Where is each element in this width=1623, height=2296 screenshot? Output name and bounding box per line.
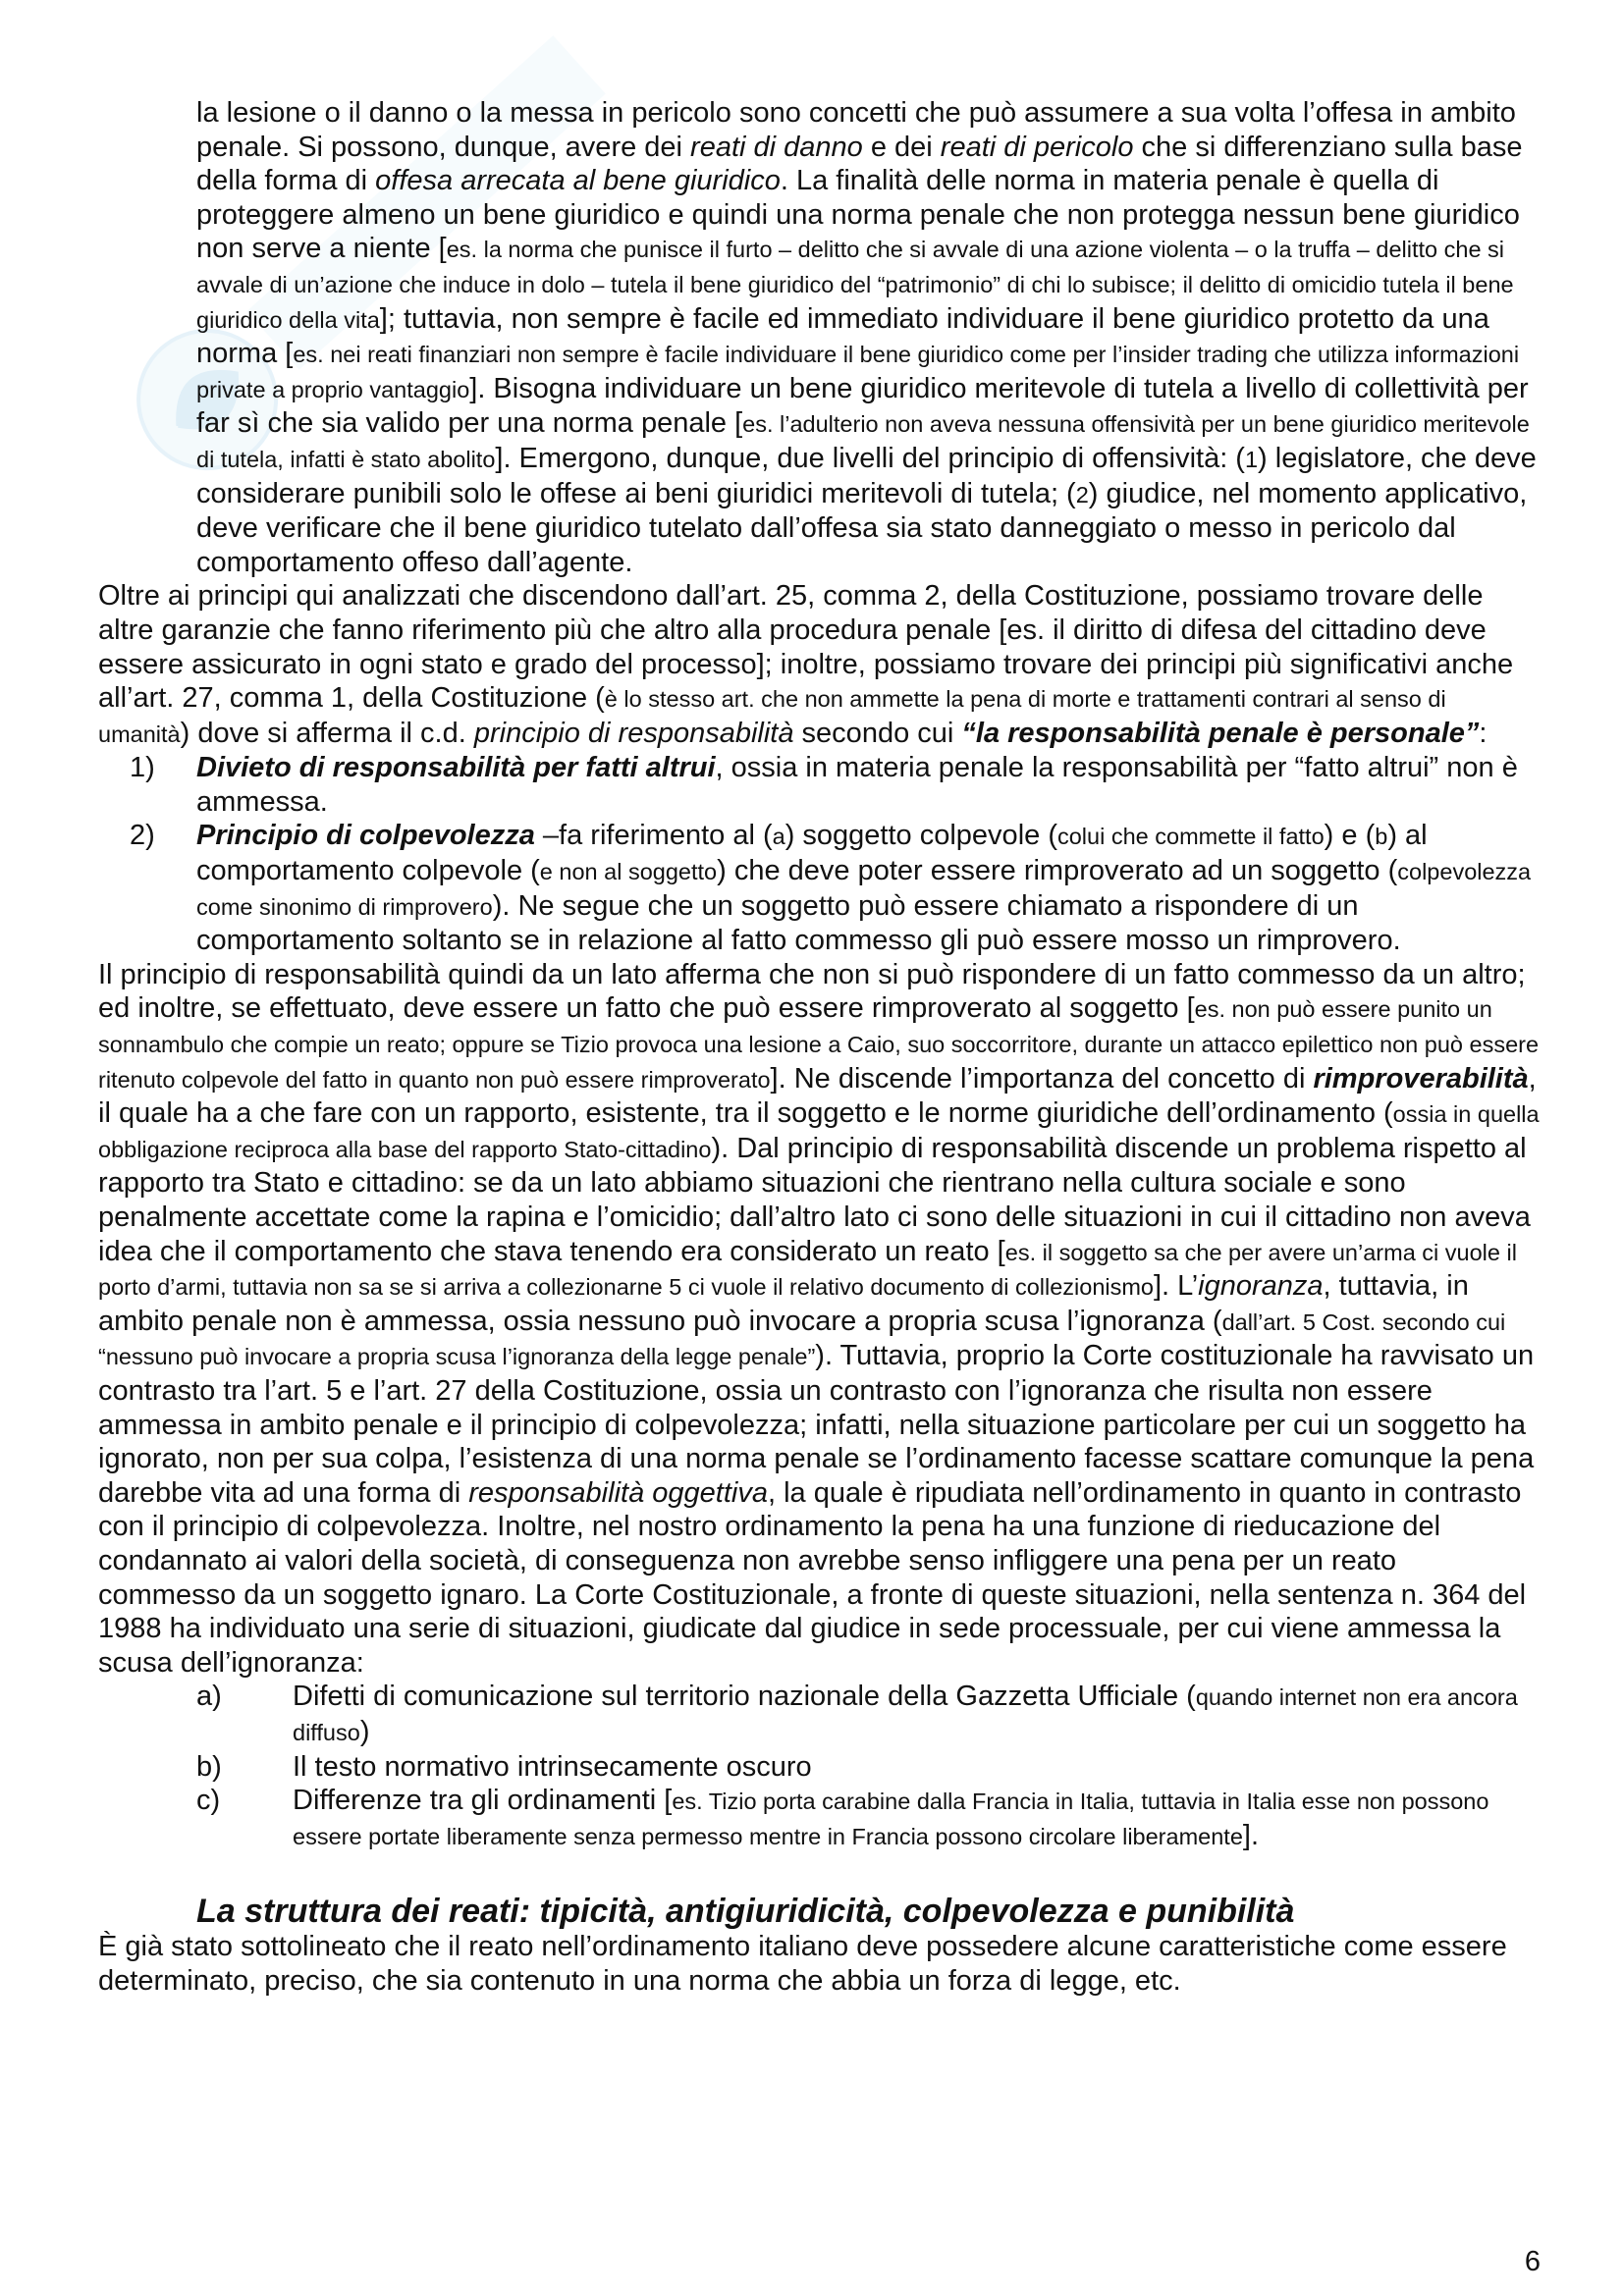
note: e non al soggetto	[539, 859, 718, 885]
list-item	[98, 1784, 1540, 1853]
list-letter: b)	[196, 1750, 222, 1783]
text: che si differenziano sulla base della forma di	[196, 131, 1523, 197]
text: , ossia in materia penale la responsabilità per “fatto altrui” non è ammessa.	[196, 752, 1518, 818]
text: ].	[1242, 1819, 1260, 1851]
list-item	[98, 819, 1540, 957]
list-item	[98, 1750, 1540, 1785]
text: Difetti di comunicazione sul territorio nazionale della Gazzetta Ufficiale (	[293, 1681, 1196, 1713]
note: è lo stesso art. che non ammette la pena di morte e trattamenti contrari al senso di umanità	[98, 686, 1446, 747]
paragraph-offensivita	[98, 96, 1540, 579]
term-bold: rimproverabilità	[1313, 1062, 1529, 1095]
emphasis: reati di danno	[690, 131, 863, 163]
text: ]; tuttavia, non sempre è facile ed immediato individuare il bene giuridico protetto da una norma [	[196, 302, 1489, 370]
note: 1	[1244, 446, 1259, 472]
text: ) che deve poter essere rimproverato ad un soggetto (	[717, 855, 1398, 887]
text: ). Dal principio di responsabilità discende un problema rispetto al rapporto tra Stato e cittadino: se da un lato abbiamo situazioni che rientrano nella cultura sociale e sono penalmente accettate come la rapina e l’omicidio; dall’altro lato ci sono delle situazioni in cui il cittadino non aveva idea che il comportamento che stava tenendo era considerato un reato [	[98, 1132, 1531, 1267]
note: es. Tizio porta carabine dalla Francia in Italia, tuttavia in Italia esse non possono essere portate liberamente senza permesso mentre in Francia possono circolare liberamente	[293, 1789, 1489, 1849]
list-letter: c)	[196, 1785, 221, 1817]
text: ) soggetto colpevole (	[784, 820, 1057, 852]
text: ). Ne segue che un soggetto può essere chiamato a rispondere di un comportamento soltanto se in relazione al fatto commesso gli può essere mosso un rimprovero.	[196, 889, 1401, 957]
note: b	[1375, 824, 1388, 850]
note: dall’art. 5 Cost. secondo cui “nessuno può invocare a propria scusa l’ignoranza della legge penale”	[98, 1308, 1506, 1370]
text: ). Tuttavia, proprio la Corte costituzionale ha ravvisato un contrasto tra l’art. 5 e l’art. 27 della Costituzione, ossia un contrasto con l’ignoranza che risulta non essere ammessa in ambito penale e il principio di colpevolezza; infatti, nella situazione particolare per cui un soggetto ha ignorato, non per sua colpa, l’esistenza di una norma penale se l’ordinamento facesse scattare comunque la pena darebbe vita ad una forma di	[98, 1340, 1535, 1509]
page-number: 6	[1524, 2246, 1541, 2277]
note: colui che commette il fatto	[1056, 824, 1325, 850]
text: ]. Bisogna individuare un bene giuridico meritevole di tutela a livello di collettività per far sì che sia valido per una norma penale [	[196, 372, 1529, 440]
principles-list	[98, 751, 1540, 958]
list-item	[98, 1680, 1540, 1749]
note: quando internet non era ancora diffuso	[293, 1684, 1518, 1745]
text: –fa riferimento al (	[534, 820, 773, 852]
text: , il quale ha a che fare con un rapporto, esistente, tra il soggetto e le norme giuridiche dell’ordinamento (	[98, 1062, 1537, 1130]
text: ) e (	[1324, 820, 1376, 852]
text: :	[1479, 717, 1488, 749]
text: ]. L’	[1154, 1270, 1199, 1303]
emphasis: responsabilità oggettiva	[468, 1476, 768, 1509]
list-number: 2)	[130, 820, 155, 852]
note: ossia in quella obbligazione reciproca alla base del rapporto Stato-cittadino	[98, 1101, 1540, 1162]
text: ) giudice, nel momento applicativo, deve verificare che il bene giuridico tutelato dall’offesa sia stato danneggiato o messo in pericolo dal comportamento offeso dall’agente.	[196, 477, 1528, 578]
emphasis: offesa arrecata al bene giuridico	[375, 165, 781, 197]
list-term: Divieto di responsabilità per fatti altrui	[196, 752, 716, 784]
text: Oltre ai principi qui analizzati che discendono dall’art. 25, comma 2, della Costituzione, possiamo trovare delle altre garanzie che fanno riferimento più che altro alla procedura penale [es. il diritto di difesa del cittadino deve essere assicurato in ogni stato e grado del processo]; inoltre, possiamo trovare dei principi più significativi anche all’art. 27, comma 1, della Costituzione (	[98, 580, 1514, 715]
section-heading: La struttura dei reati: tipicità, antigiuridicità, colpevolezza e punibilità	[196, 1893, 1295, 1931]
text: ) legislatore, che deve considerare punibili solo le offese ai beni giuridici meritevoli di tutela; (	[196, 442, 1537, 509]
emphasis: ignoranza	[1198, 1270, 1324, 1303]
text: ) dove si afferma il c.d.	[180, 717, 474, 749]
text: Il testo normativo intrinsecamente oscuro	[293, 1750, 812, 1783]
text: ]. Emergono, dunque, due livelli del principio di offensività: (	[495, 442, 1245, 474]
text: ]. Ne discende l’importanza del concetto di	[770, 1062, 1314, 1095]
emphasis: reati di pericolo	[940, 131, 1134, 163]
list-number: 1)	[130, 752, 155, 784]
text: . La finalità delle norma in materia penale è quella di proteggere almeno un bene giuridico e quindi una norma penale che non protegga nessun bene giuridico non serve a niente [	[196, 165, 1520, 265]
cases-list	[98, 1680, 1540, 1853]
list-term: Principio di colpevolezza	[196, 820, 535, 852]
list-letter: a)	[196, 1681, 222, 1713]
note: es. l’adulterio non aveva nessuna offensività per un bene giuridico meritevole di tutela, infatti è stato abolito	[196, 411, 1530, 472]
note: es. non può essere punito un sonnambulo che compie un reato; oppure se Tizio provoca una lesione a Caio, suo soccorritore, durante un attacco epilettico non può essere ritenuto colpevole del fatto in quanto non può essere rimproverato	[98, 996, 1540, 1093]
text: Differenze tra gli ordinamenti [	[293, 1785, 673, 1817]
paragraph-responsabilita	[98, 958, 1540, 1680]
text: , tuttavia, in ambito penale non è ammessa, ossia nessuno può invocare a propria scusa l’ignoranza (	[98, 1270, 1469, 1337]
paragraph-art27	[98, 579, 1540, 751]
note: es. il soggetto sa che per avere un’arma ci vuole il porto d’armi, tuttavia non sa se si arriva a collezionarne 5 ci vuole il relativo documento di collezionismo	[98, 1239, 1517, 1301]
text: secondo cui	[793, 717, 962, 749]
paragraph-final: È già stato sottolineato che il reato nell’ordinamento italiano deve possedere alcune caratteristiche come essere determinato, preciso, che sia contenuto in una norma che abbia un forza di legge, etc.	[98, 1931, 1507, 1997]
note: 2	[1075, 481, 1089, 507]
list-item	[98, 751, 1540, 819]
note: colpevolezza come sinonimo di rimprovero	[196, 859, 1532, 920]
document-page	[98, 96, 1540, 1998]
text: e dei	[862, 131, 941, 163]
note: a	[772, 824, 785, 850]
text: la lesione o il danno o la messa in pericolo sono concetti che può assumere a sua volta l’offesa in ambito penale. Si possono, dunque, avere dei	[196, 97, 1516, 163]
text: , la quale è ripudiata nell’ordinamento in quanto in contrasto con il principio di colpevolezza. Inoltre, nel nostro ordinamento la pena ha una funzione di rieducazione del condannato ai valori della società, di conseguenza non avrebbe senso infliggere una pena per un reato commesso da un soggetto ignaro. La Corte Costituzionale, a fronte di queste situazioni, nella sentenza n. 364 del 1988 ha individuato una serie di situazioni, giudicate dal giudice in sede processuale, per cui viene ammessa la scusa dell’ignoranza:	[98, 1476, 1527, 1679]
note: es. la norma che punisce il furto – delitto che si avvale di una azione violenta – o la truffa – delitto che si avvale di un’azione che induce in dolo – tutela il bene giuridico del “patrimonio” di chi lo subisce; il delitto di omicidio tutela il bene giuridico della vita	[196, 237, 1514, 333]
text: Il principio di responsabilità quindi da un lato afferma che non si può rispondere di un fatto commesso da un altro; ed inoltre, se effettuato, deve essere un fatto che può essere rimproverato al soggetto [	[98, 958, 1526, 1025]
emphasis: principio di responsabilità	[473, 717, 794, 749]
quote-bold: “la responsabilità penale è personale”	[961, 717, 1480, 749]
text: ) al comportamento colpevole (	[196, 820, 1428, 887]
note: es. nei reati finanziari non sempre è facile individuare il bene giuridico come per l’insider trading che utilizza informazioni private a proprio vantaggio	[196, 342, 1520, 402]
text: )	[359, 1715, 370, 1747]
